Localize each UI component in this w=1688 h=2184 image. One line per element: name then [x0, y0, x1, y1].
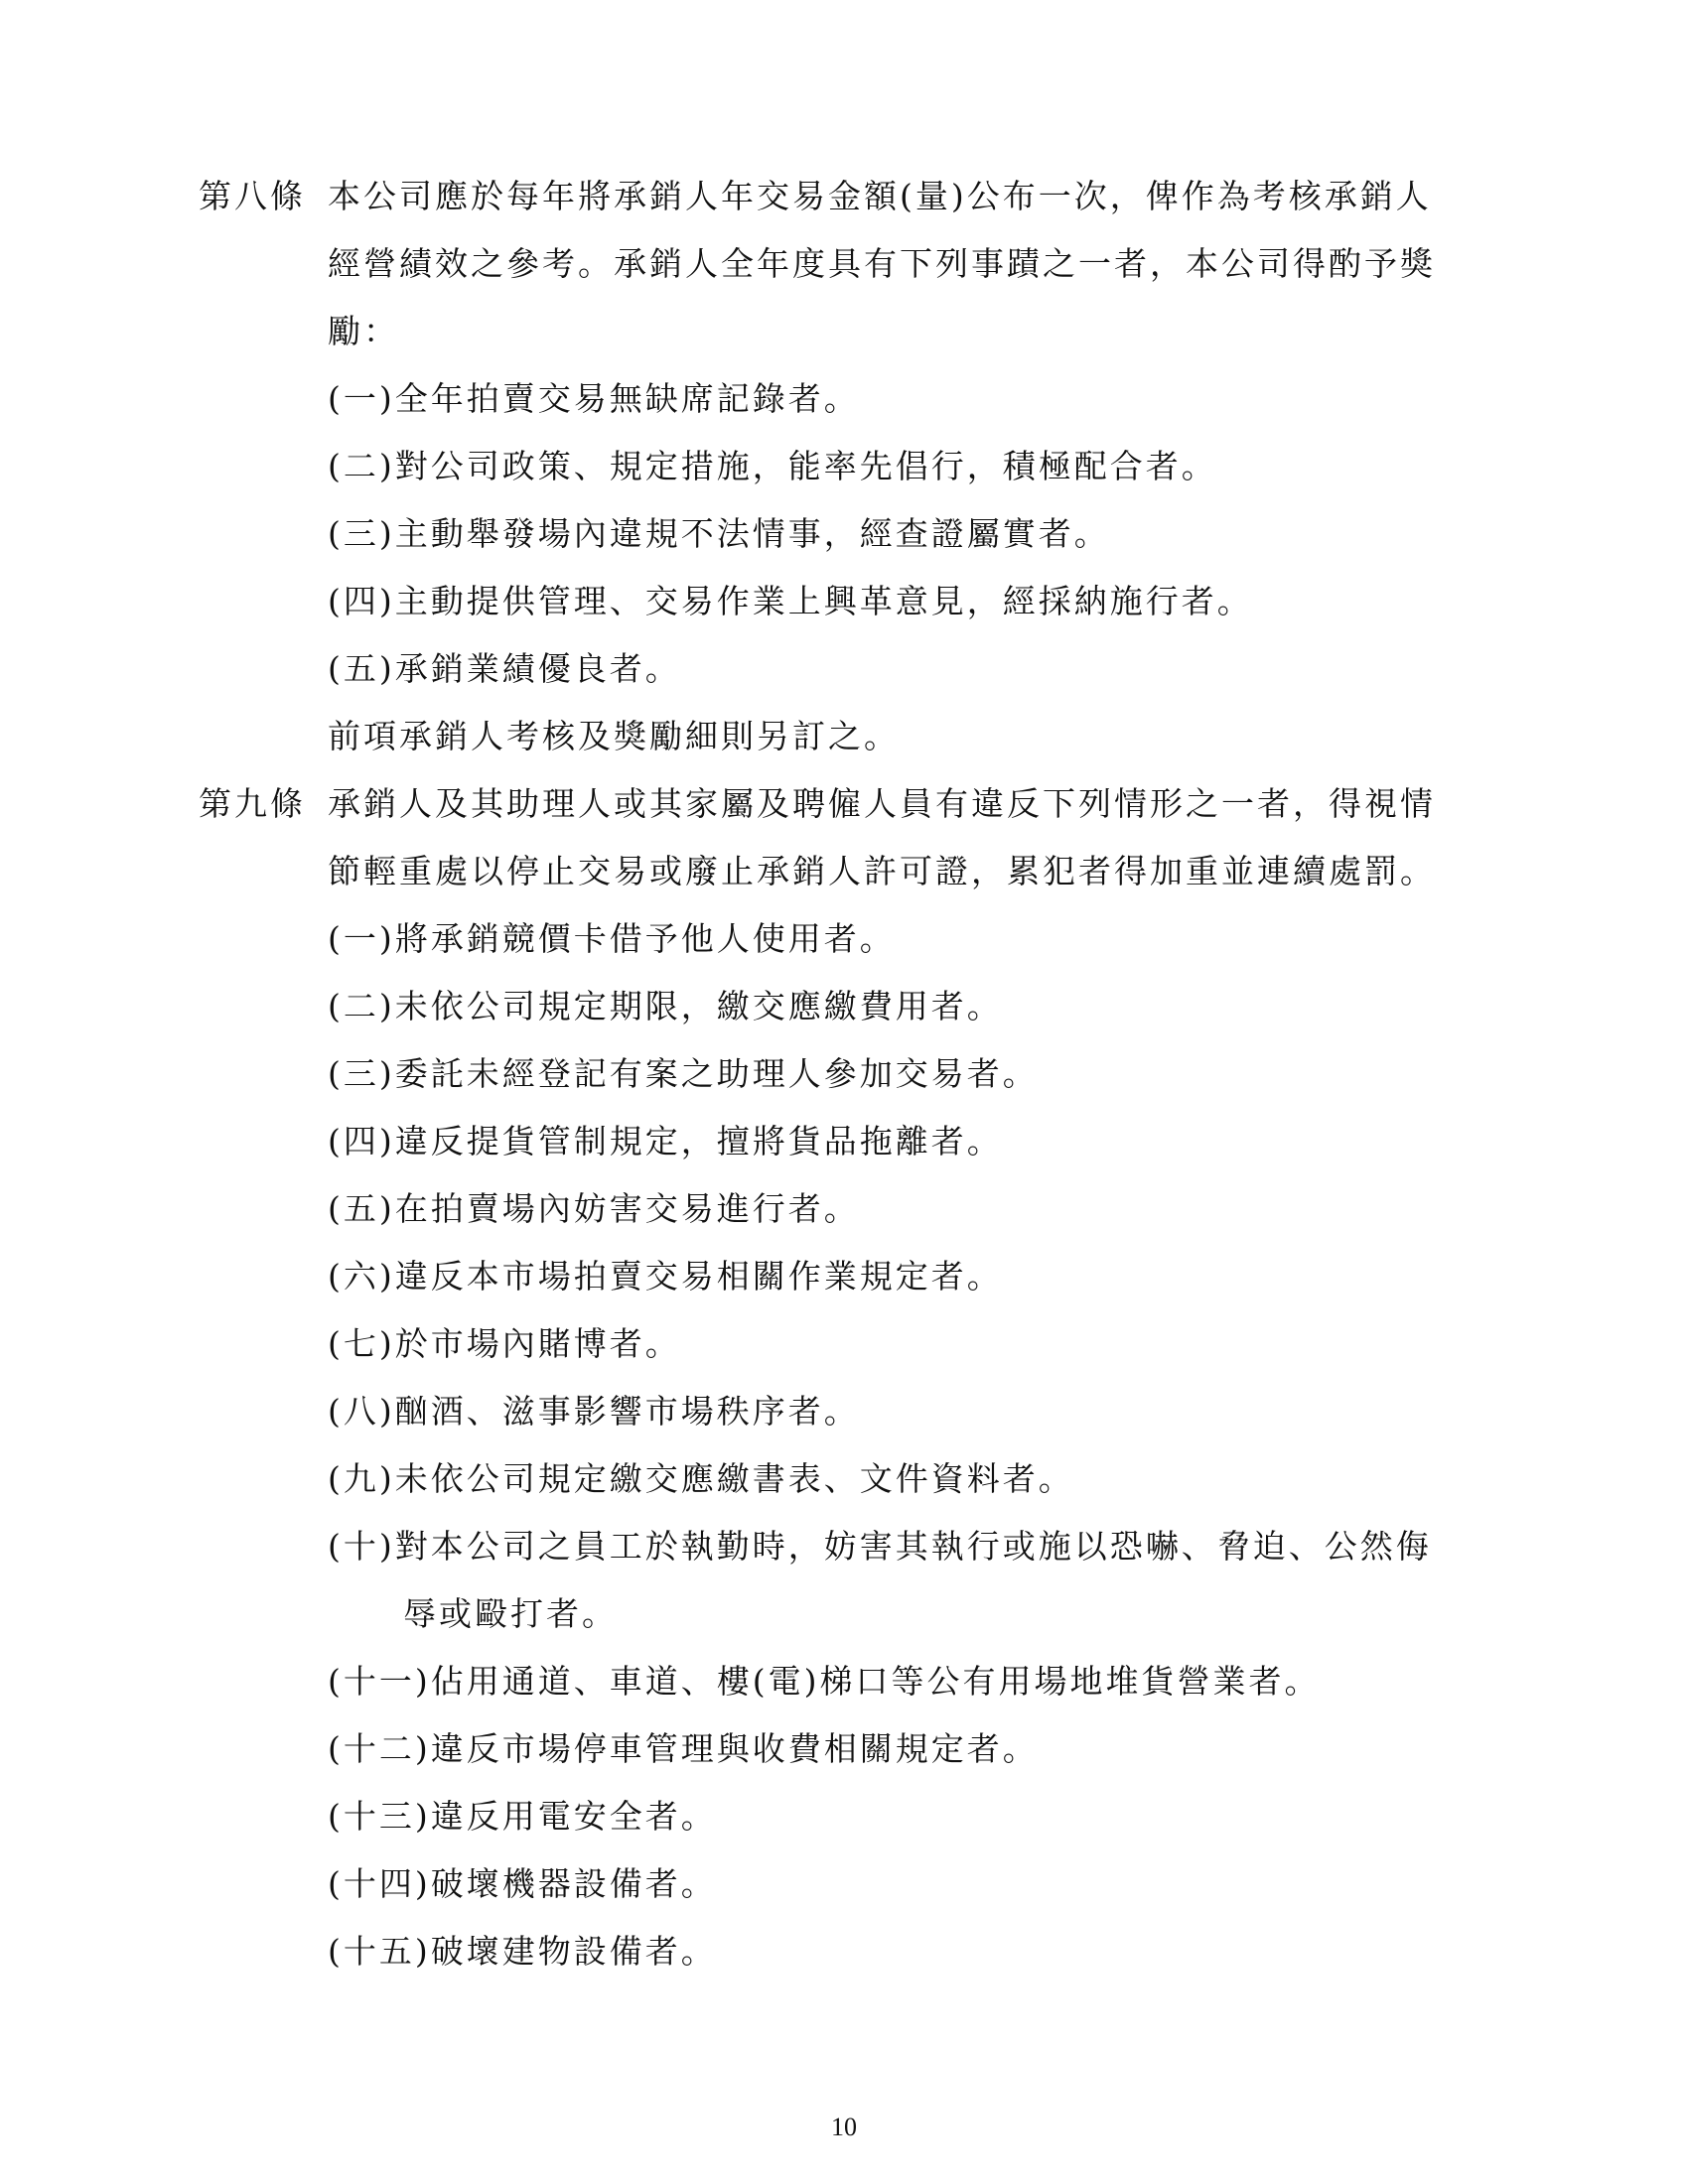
- article-8-item-5: (五)承銷業績優良者。: [328, 649, 681, 688]
- article-9-item-1: (一)將承銷競價卡借予他人使用者。: [328, 919, 896, 958]
- article-8-line-2: 經營績效之參考。承銷人全年度具有下列事蹟之一者，本公司得酌予獎: [328, 244, 1436, 283]
- article-9-item-3: (三)委託未經登記有案之助理人參加交易者。: [328, 1054, 1039, 1093]
- page-number: 10: [831, 2113, 857, 2141]
- article-9-label: 第九條: [199, 784, 306, 823]
- article-8-label: 第八條: [199, 177, 306, 215]
- article-9-item-15: (十五)破壞建物設備者。: [328, 1932, 717, 1971]
- article-8-item-4: (四)主動提供管理、交易作業上興革意見，經採納施行者。: [328, 582, 1253, 620]
- article-8-item-3: (三)主動舉發場內違規不法情事，經查證屬實者。: [328, 514, 1110, 553]
- article-9-item-10: (十)對本公司之員工於執勤時，妨害其執行或施以恐嚇、脅迫、公然侮: [328, 1527, 1432, 1566]
- article-9-item-14: (十四)破壞機器設備者。: [328, 1864, 717, 1903]
- article-9-line-2: 節輕重處以停止交易或廢止承銷人許可證，累犯者得加重並連續處罰。: [328, 852, 1436, 890]
- article-9-item-12: (十二)違反市場停車管理與收費相關規定者。: [328, 1729, 1039, 1768]
- article-9-line-1: 承銷人及其助理人或其家屬及聘僱人員有違反下列情形之一者，得視情: [328, 784, 1436, 823]
- article-9-item-2: (二)未依公司規定期限，繳交應繳費用者。: [328, 987, 1003, 1025]
- article-9-item-11: (十一)佔用通道、車道、樓(電)梯口等公有用場地堆貨營業者。: [328, 1662, 1321, 1701]
- article-9-item-7: (七)於市場內賭博者。: [328, 1324, 681, 1363]
- article-8-item-2: (二)對公司政策、規定措施，能率先倡行，積極配合者。: [328, 447, 1217, 485]
- article-9-item-9: (九)未依公司規定繳交應繳書表、文件資料者。: [328, 1459, 1074, 1498]
- article-9-item-4: (四)違反提貨管制規定，擅將貨品拖離者。: [328, 1122, 1003, 1160]
- article-9-item-6: (六)違反本市場拍賣交易相關作業規定者。: [328, 1257, 1003, 1296]
- article-9-item-5: (五)在拍賣場內妨害交易進行者。: [328, 1189, 860, 1228]
- article-9-item-8: (八)酗酒、滋事影響市場秩序者。: [328, 1392, 860, 1431]
- article-8-closing: 前項承銷人考核及獎勵細則另訂之。: [328, 717, 900, 755]
- article-8-item-1: (一)全年拍賣交易無缺席記錄者。: [328, 379, 860, 418]
- article-9-item-13: (十三)違反用電安全者。: [328, 1797, 717, 1836]
- article-8-line-1: 本公司應於每年將承銷人年交易金額(量)公布一次，俾作為考核承銷人: [328, 177, 1432, 215]
- article-9-item-10-continued: 辱或毆打者。: [403, 1594, 618, 1633]
- article-8-line-3: 勵：: [328, 312, 399, 350]
